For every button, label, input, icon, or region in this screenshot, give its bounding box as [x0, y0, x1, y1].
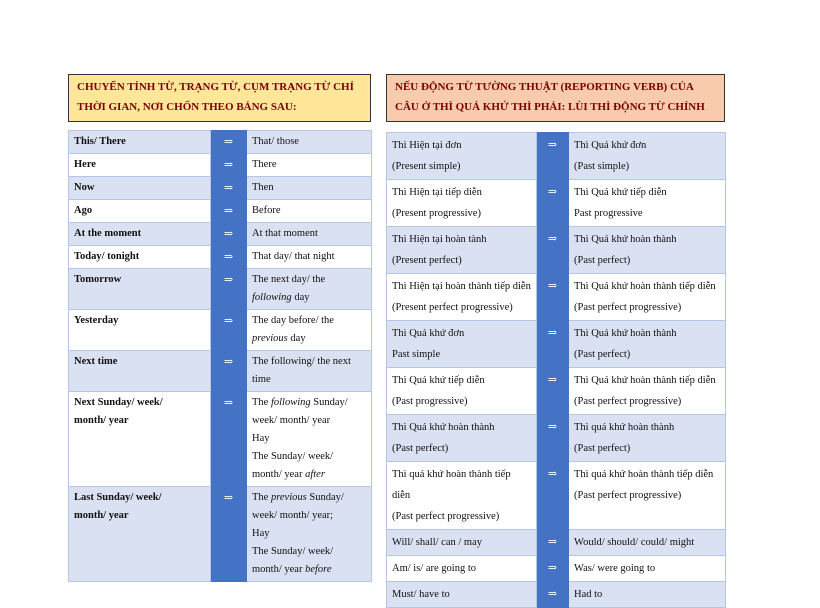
cell-line: (Past progressive) [392, 396, 468, 407]
target-cell [247, 269, 372, 310]
cell-line: month/ year before [252, 564, 332, 575]
target-cell [247, 131, 372, 154]
cell-line: Then [252, 182, 274, 193]
cell-line: Thì Hiện tại tiếp diễn [392, 187, 482, 198]
table-row [69, 177, 372, 200]
target-cell [247, 392, 372, 487]
source-cell [69, 246, 211, 269]
cell-line: Thì Quá khứ hoàn thành [574, 328, 677, 339]
cell-line: The following Sunday/ [252, 397, 348, 408]
cell-line: Am/ is/ are going to [392, 563, 477, 574]
cell-line: month/ year [74, 510, 129, 521]
cell-line: Here [74, 159, 96, 170]
source-cell [69, 177, 211, 200]
source-cell [69, 351, 211, 392]
cell-line: Will/ shall/ can / may [392, 537, 482, 548]
target-cell [247, 154, 372, 177]
cell-line: Thì Quá khứ hoàn thành [574, 234, 677, 245]
table-row [69, 200, 372, 223]
cell-line: Thì quá khứ hoàn thành tiếp diễn [392, 469, 511, 501]
source-cell [387, 133, 537, 180]
cell-line: Hay [252, 433, 270, 444]
source-cell [69, 487, 211, 582]
cell-line: There [252, 159, 277, 170]
cell-line: Would/ should/ could/ might [574, 537, 695, 548]
target-cell [247, 351, 372, 392]
target-cell [247, 310, 372, 351]
arrow-right-icon: ⇒ [211, 487, 247, 582]
cell-line: (Past perfect) [574, 443, 631, 454]
cell-line: Thì Hiện tại hoàn thành tiếp diễn [392, 281, 531, 292]
table-row [387, 530, 726, 556]
table-row [69, 246, 372, 269]
cell-line: previous day [252, 333, 306, 344]
source-cell [387, 274, 537, 321]
cell-line: (Present perfect progressive) [392, 302, 513, 313]
target-cell [247, 487, 372, 582]
table-row [69, 310, 372, 351]
table-row [387, 582, 726, 608]
cell-line: Thì Quá khứ tiếp diễn [574, 187, 667, 198]
table-row [69, 131, 372, 154]
arrow-right-icon: ⇒ [211, 223, 247, 246]
cell-line: The next day/ the [252, 274, 326, 285]
table-row [387, 321, 726, 368]
table-row [69, 223, 372, 246]
cell-line: The previous Sunday/ [252, 492, 344, 503]
target-cell [247, 200, 372, 223]
arrow-right-icon: ⇒ [211, 200, 247, 223]
target-cell [569, 274, 726, 321]
source-cell [387, 556, 537, 582]
cell-line: Past simple [392, 349, 441, 360]
cell-line: week/ month/ year [252, 415, 331, 426]
arrow-right-icon: ⇒ [211, 269, 247, 310]
table-row [69, 487, 372, 582]
cell-line: Thì Quá khứ tiếp diễn [392, 375, 485, 386]
source-cell [387, 530, 537, 556]
left-section-heading: CHUYỂN TÍNH TỪ, TRẠNG TỪ, CỤM TRẠNG TỪ CHỈ THỜI GIAN, NƠI CHỐN THEO BẢNG SAU: [68, 74, 371, 122]
target-cell [569, 321, 726, 368]
cell-line: The following/ the next [252, 356, 351, 367]
cell-line: Thì quá khứ hoàn thành [574, 422, 675, 433]
cell-line: This/ There [74, 136, 126, 147]
cell-line: Thì Quá khứ hoàn thành tiếp diễn [574, 375, 716, 386]
table-row [387, 133, 726, 180]
source-cell [387, 368, 537, 415]
table-row [387, 368, 726, 415]
cell-line: Thì Quá khứ hoàn thành [392, 422, 495, 433]
arrow-right-icon: ⇒ [211, 154, 247, 177]
arrow-right-icon: ⇒ [537, 556, 569, 582]
source-cell [387, 415, 537, 462]
cell-line: (Past perfect progressive) [574, 396, 682, 407]
cell-line: (Present progressive) [392, 208, 481, 219]
arrow-right-icon: ⇒ [537, 462, 569, 530]
cell-line: (Past simple) [574, 161, 630, 172]
cell-line: At that moment [252, 228, 318, 239]
time-place-conversion-table [68, 130, 372, 582]
table-row [387, 180, 726, 227]
cell-line: Thì quá khứ hoàn thành tiếp diễn [574, 469, 714, 480]
cell-line: Had to [574, 589, 603, 600]
target-cell [569, 530, 726, 556]
source-cell [387, 582, 537, 608]
source-cell [69, 310, 211, 351]
arrow-right-icon: ⇒ [211, 310, 247, 351]
cell-line: Ago [74, 205, 93, 216]
target-cell [247, 177, 372, 200]
cell-line: That day/ that night [252, 251, 335, 262]
arrow-right-icon: ⇒ [211, 177, 247, 200]
cell-line: week/ month/ year; [252, 510, 334, 521]
table-row [387, 556, 726, 582]
target-cell [569, 227, 726, 274]
cell-line: Thì Quá khứ đơn [574, 140, 647, 151]
cell-line: (Past perfect progressive) [392, 511, 500, 522]
cell-line: Yesterday [74, 315, 119, 326]
arrow-right-icon: ⇒ [537, 415, 569, 462]
arrow-right-icon: ⇒ [537, 582, 569, 608]
cell-line: Was/ were going to [574, 563, 656, 574]
target-cell [247, 223, 372, 246]
source-cell [387, 227, 537, 274]
source-cell [69, 392, 211, 487]
arrow-right-icon: ⇒ [537, 530, 569, 556]
right-section-heading: NẾU ĐỘNG TỪ TƯỜNG THUẬT (REPORTING VERB) CỦA CÂU Ở THÌ QUÁ KHỨ THÌ PHẢI: LÙI THÌ ĐỘNG TỪ CHÍNH [386, 74, 725, 122]
table-row [69, 154, 372, 177]
cell-line: Last Sunday/ week/ [74, 492, 162, 503]
arrow-right-icon: ⇒ [537, 274, 569, 321]
cell-line: Next time [74, 356, 118, 367]
arrow-right-icon: ⇒ [211, 246, 247, 269]
arrow-right-icon: ⇒ [537, 368, 569, 415]
cell-line: (Present perfect) [392, 255, 462, 266]
arrow-right-icon: ⇒ [537, 227, 569, 274]
source-cell [69, 223, 211, 246]
target-cell [569, 556, 726, 582]
arrow-right-icon: ⇒ [537, 133, 569, 180]
tense-backshift-table [386, 132, 726, 608]
cell-line: month/ year after [252, 469, 325, 480]
target-cell [247, 246, 372, 269]
cell-line: Thì Hiện tại hoàn tành [392, 234, 487, 245]
cell-line: That/ those [252, 136, 299, 147]
target-cell [569, 415, 726, 462]
cell-line: Today/ tonight [74, 251, 140, 262]
target-cell [569, 368, 726, 415]
cell-line: Past progressive [574, 208, 643, 219]
cell-line: month/ year [74, 415, 129, 426]
source-cell [69, 200, 211, 223]
cell-line: (Past perfect progressive) [574, 490, 682, 501]
cell-line: Tomorrow [74, 274, 122, 285]
cell-line: Now [74, 182, 95, 193]
table-row [69, 269, 372, 310]
cell-line: Before [252, 205, 281, 216]
source-cell [69, 131, 211, 154]
source-cell [387, 321, 537, 368]
target-cell [569, 582, 726, 608]
cell-line: The Sunday/ week/ [252, 451, 334, 462]
cell-line: The Sunday/ week/ [252, 546, 334, 557]
cell-line: Must/ have to [392, 589, 450, 600]
target-cell [569, 462, 726, 530]
table-row [387, 462, 726, 530]
source-cell [69, 269, 211, 310]
arrow-right-icon: ⇒ [211, 351, 247, 392]
cell-line: (Past perfect) [574, 349, 631, 360]
cell-line: At the moment [74, 228, 142, 239]
cell-line: (Past perfect) [392, 443, 449, 454]
table-row [387, 274, 726, 321]
cell-line: Next Sunday/ week/ [74, 397, 163, 408]
table-row [69, 351, 372, 392]
cell-line: Thì Quá khứ đơn [392, 328, 465, 339]
cell-line: (Past perfect progressive) [574, 302, 682, 313]
table-row [387, 227, 726, 274]
arrow-right-icon: ⇒ [211, 392, 247, 487]
arrow-right-icon: ⇒ [537, 180, 569, 227]
cell-line: following day [252, 292, 310, 303]
table-row [69, 392, 372, 487]
target-cell [569, 180, 726, 227]
source-cell [387, 180, 537, 227]
source-cell [69, 154, 211, 177]
cell-line: Hay [252, 528, 270, 539]
arrow-right-icon: ⇒ [537, 321, 569, 368]
source-cell [387, 462, 537, 530]
cell-line: Thì Quá khứ hoàn thành tiếp diễn [574, 281, 716, 292]
cell-line: The day before/ the [252, 315, 334, 326]
cell-line: (Past perfect) [574, 255, 631, 266]
cell-line: (Present simple) [392, 161, 461, 172]
table-row [387, 415, 726, 462]
arrow-right-icon: ⇒ [211, 131, 247, 154]
cell-line: time [252, 374, 271, 385]
cell-line: Thì Hiện tại đơn [392, 140, 462, 151]
target-cell [569, 133, 726, 180]
